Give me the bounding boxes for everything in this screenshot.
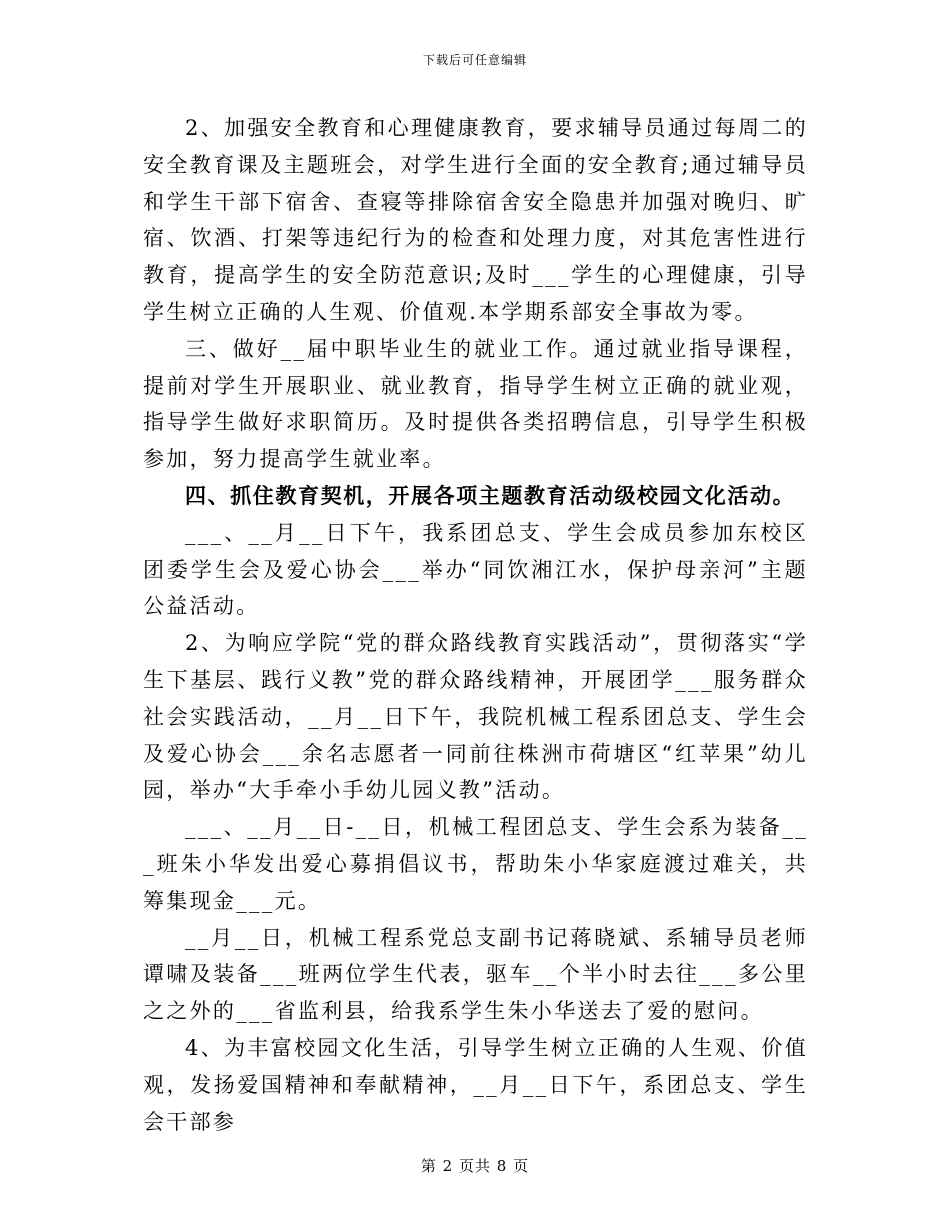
paragraph-xiangjiang-activity: ___、__月__日下午，我系团总支、学生会成员参加东校区团委学生会及爱心协会___举办“同饮湘江水，保护母亲河”主题公益活动。 [143,520,808,619]
document-body [143,110,808,1140]
paragraph-kindergarten-activity: 2、为响应学院“党的群众路线教育实践活动”，贯彻落实“学生下基层、践行义教”党的群众路线精神，开展团学___服务群众社会实践活动，__月__日下午，我院机械工程系团总支、学生会及爱心协会___余名志愿者一同前往株洲市荷塘区“红苹果”幼儿园，举办“大手牵小手幼儿园义教”活动。 [143,631,808,803]
page-header: 下载后可任意编辑 [422,53,527,67]
section-heading-activities: 四、抓住教育契机，开展各项主题教育活动级校园文化活动。 [185,482,796,508]
page-footer: 第 2 页共 8 页 [420,1157,530,1175]
paragraph-safety-education: 2、加强安全教育和心理健康教育，要求辅导员通过每周二的安全教育课及主题班会，对学生进行全面的安全教育;通过辅导员和学生干部下宿舍、查寝等排除宿舍安全隐患并加强对晚归、旷宿、饮酒、打架等违纪行为的检查和处理力度，对其危害性进行教育，提高学生的安全防范意识;及时___学生的心理健康，引导学生树立正确的人生观、价值观.本学期系部安全事故为零。 [143,116,808,324]
paragraph-campus-culture: 4、为丰富校园文化生活，引导学生树立正确的人生观、价值观，发扬爱国精神和奉献精神，__月__日下午，系团总支、学生会干部参 [143,1035,808,1134]
paragraph-employment: 三、做好__届中职毕业生的就业工作。通过就业指导课程，提前对学生开展职业、就业教育，指导学生树立正确的就业观，指导学生做好求职简历。及时提供各类招聘信息，引导学生积极参加，努力提高学生就业率。 [143,336,808,472]
paragraph-donation: ___、__月__日-__日，机械工程团总支、学生会系为装备___班朱小华发出爱心募捐倡议书，帮助朱小华家庭渡过难关，共筹集现金___元。 [143,815,808,913]
paragraph-visit: __月__日，机械工程系党总支副书记蒋晓斌、系辅导员老师谭啸及装备___班两位学生代表，驱车__个半小时去往___多公里之之外的___省监利县，给我系学生朱小华送去了爱的慰问。 [143,925,808,1024]
